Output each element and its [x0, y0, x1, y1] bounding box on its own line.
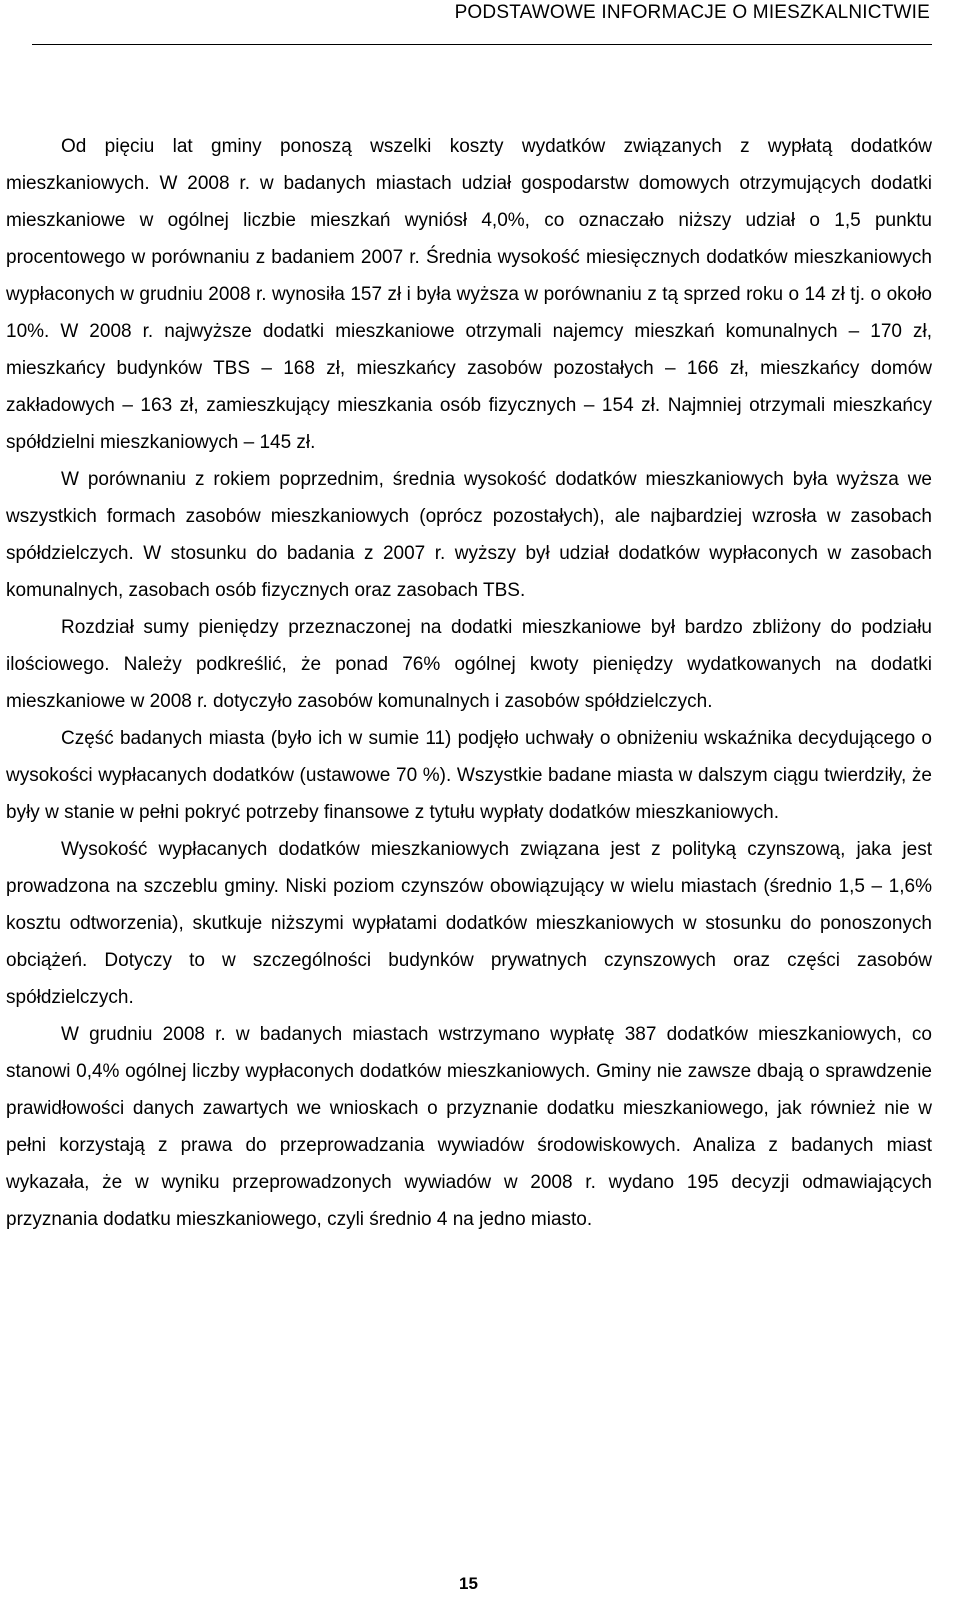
paragraph-1: Od pięciu lat gminy ponoszą wszelki koszty wydatków związanych z wypłatą dodatków mieszkaniowych. W 2008 r. w badanych miastach udział gospodarstw domowych otrzymujących dodatki mieszkaniowe w ogólnej liczbie mieszkań wyniósł 4,0%, co oznaczało niższy udział o 1,5 punktu procentowego w porównaniu z badaniem 2007 r. Średnia wysokość miesięcznych dodatków mieszkaniowych wypłaconych w grudniu 2008 r. wynosiła 157 zł i była wyższa w porównaniu z tą sprzed roku o 14 zł tj. o około 10%. W 2008 r. najwyższe dodatki mieszkaniowe otrzymali najemcy mieszkań komunalnych – 170 zł, mieszkańcy budynków TBS – 168 zł, mieszkańcy zasobów pozostałych – 166 zł, mieszkańcy domów zakładowych – 163 zł, zamieszkujący mieszkania osób fizycznych – 154 zł. Najmniej otrzymali mieszkańcy spółdzielni mieszkaniowych – 145 zł.: [6, 136, 932, 453]
paragraph-2: W porównaniu z rokiem poprzednim, średnia wysokość dodatków mieszkaniowych była wyższa we wszystkich formach zasobów mieszkaniowych (oprócz pozostałych), ale najbardziej wzrosła w zasobach spółdzielczych. W stosunku do badania z 2007 r. wyższy był udział dodatków wypłaconych w zasobach komunalnych, zasobach osób fizycznych oraz zasobach TBS.: [6, 469, 932, 601]
paragraph-3: Rozdział sumy pieniędzy przeznaczonej na dodatki mieszkaniowe był bardzo zbliżony do podziału ilościowego. Należy podkreślić, że ponad 76% ogólnej kwoty pieniędzy wydatkowanych na dodatki mieszkaniowe w 2008 r. dotyczyło zasobów komunalnych i zasobów spółdzielczych.: [6, 617, 932, 712]
paragraph-4: Część badanych miasta (było ich w sumie 11) podjęło uchwały o obniżeniu wskaźnika decydującego o wysokości wypłacanych dodatków (ustawowe 70 %). Wszystkie badane miasta w dalszym ciągu twierdziły, że były w stanie w pełni pokryć potrzeby finansowe z tytułu wypłaty dodatków mieszkaniowych.: [6, 728, 932, 823]
page-number: 15: [459, 1574, 478, 1593]
header-divider: [32, 44, 932, 45]
document-body: [6, 128, 932, 1238]
paragraph-6: W grudniu 2008 r. w badanych miastach wstrzymano wypłatę 387 dodatków mieszkaniowych, co stanowi 0,4% ogólnej liczby wypłaconych dodatków mieszkaniowych. Gminy nie zawsze dbają o sprawdzenie prawidłowości danych zawartych we wnioskach o przyznanie dodatku mieszkaniowego, jak również nie w pełni korzystają z prawa do przeprowadzania wywiadów środowiskowych. Analiza z badanych miast wykazała, że w wyniku przeprowadzonych wywiadów w 2008 r. wydano 195 decyzji odmawiających przyznania dodatku mieszkaniowego, czyli średnio 4 na jedno miasto.: [6, 1024, 932, 1230]
paragraph-5: Wysokość wypłacanych dodatków mieszkaniowych związana jest z polityką czynszową, jaka jest prowadzona na szczeblu gminy. Niski poziom czynszów obowiązujący w wielu miastach (średnio 1,5 – 1,6% kosztu odtworzenia), skutkuje niższymi wypłatami dodatków mieszkaniowych w stosunku do ponoszonych obciążeń. Dotyczy to w szczególności budynków prywatnych czynszowych oraz części zasobów spółdzielczych.: [6, 839, 932, 1008]
running-header-title: PODSTAWOWE INFORMACJE O MIESZKALNICTWIE: [454, 2, 930, 23]
